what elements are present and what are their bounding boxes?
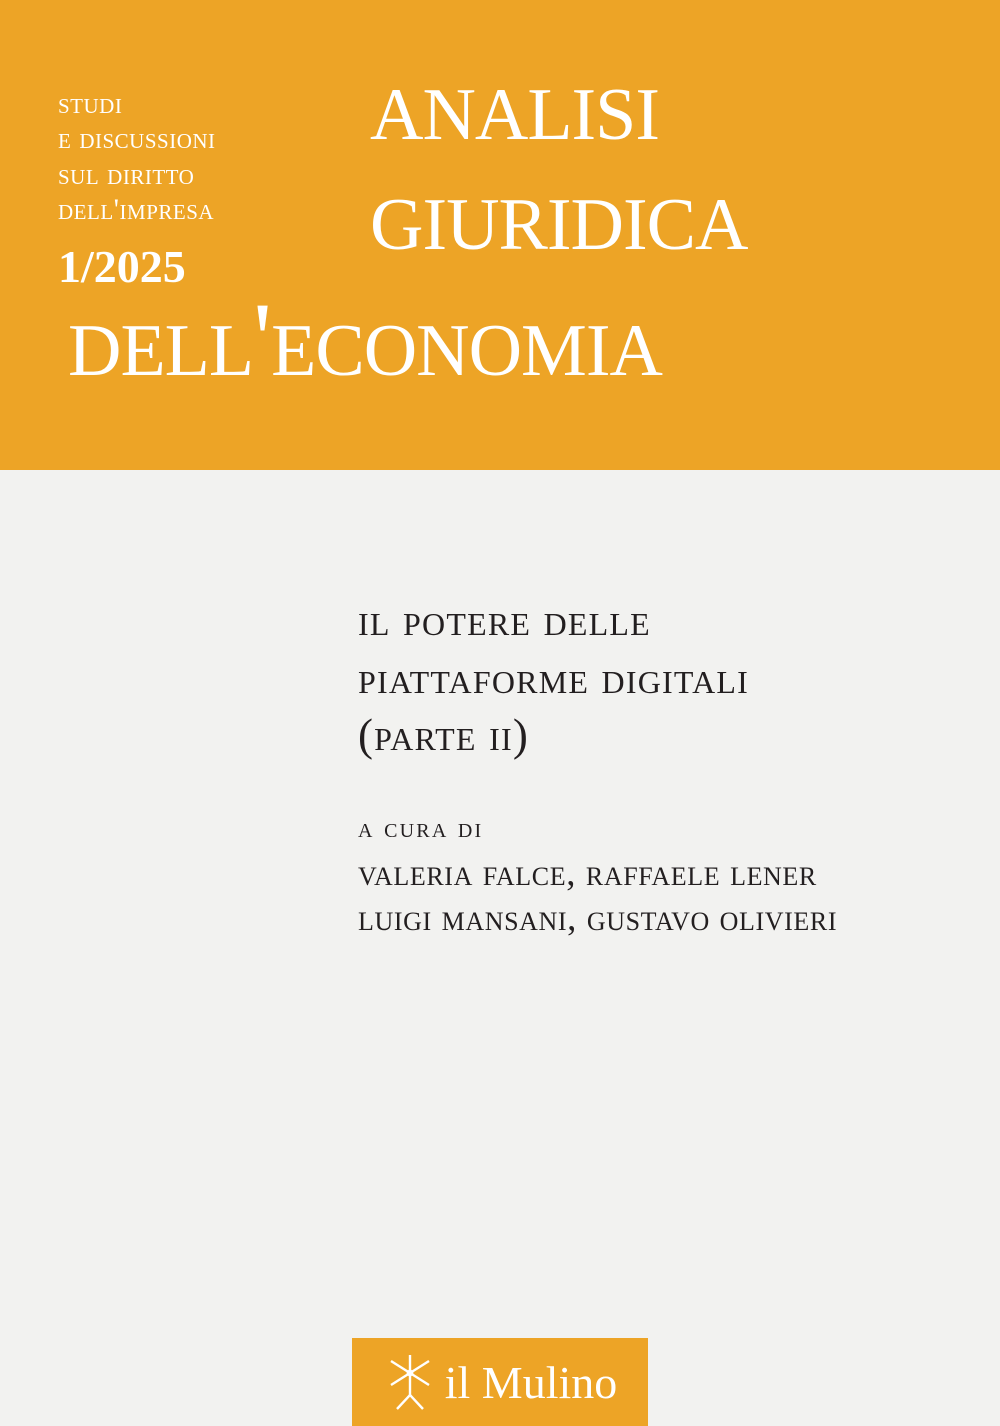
series-line-1: studi xyxy=(58,87,123,120)
series-info xyxy=(58,86,358,294)
editors-line-1: valeria falce, raffaele lener xyxy=(358,853,817,894)
series-line-3: sul diritto xyxy=(58,157,195,191)
publisher-logo xyxy=(352,1338,648,1426)
title-line-1: il potere delle xyxy=(358,595,651,645)
title-line-2: piattaforme digitali xyxy=(358,652,749,703)
issue-title xyxy=(358,592,948,765)
title-line-3: (parte ii) xyxy=(358,710,530,761)
masthead-line-1: analisi xyxy=(370,45,659,162)
series-line-4: dell'impresa xyxy=(58,193,215,227)
editors-intro: a cura di xyxy=(358,812,484,844)
publisher-name: il Mulino xyxy=(444,1356,618,1408)
issue-number: 1/2025 xyxy=(58,240,186,292)
series-line-2: e discussioni xyxy=(58,122,216,156)
windmill-icon xyxy=(383,1351,437,1413)
masthead-line-3: dell'economia xyxy=(68,281,662,398)
masthead-line-2: giuridica xyxy=(370,154,748,272)
editors-line-2: luigi mansani, gustavo olivieri xyxy=(358,898,838,940)
editors xyxy=(358,812,958,941)
